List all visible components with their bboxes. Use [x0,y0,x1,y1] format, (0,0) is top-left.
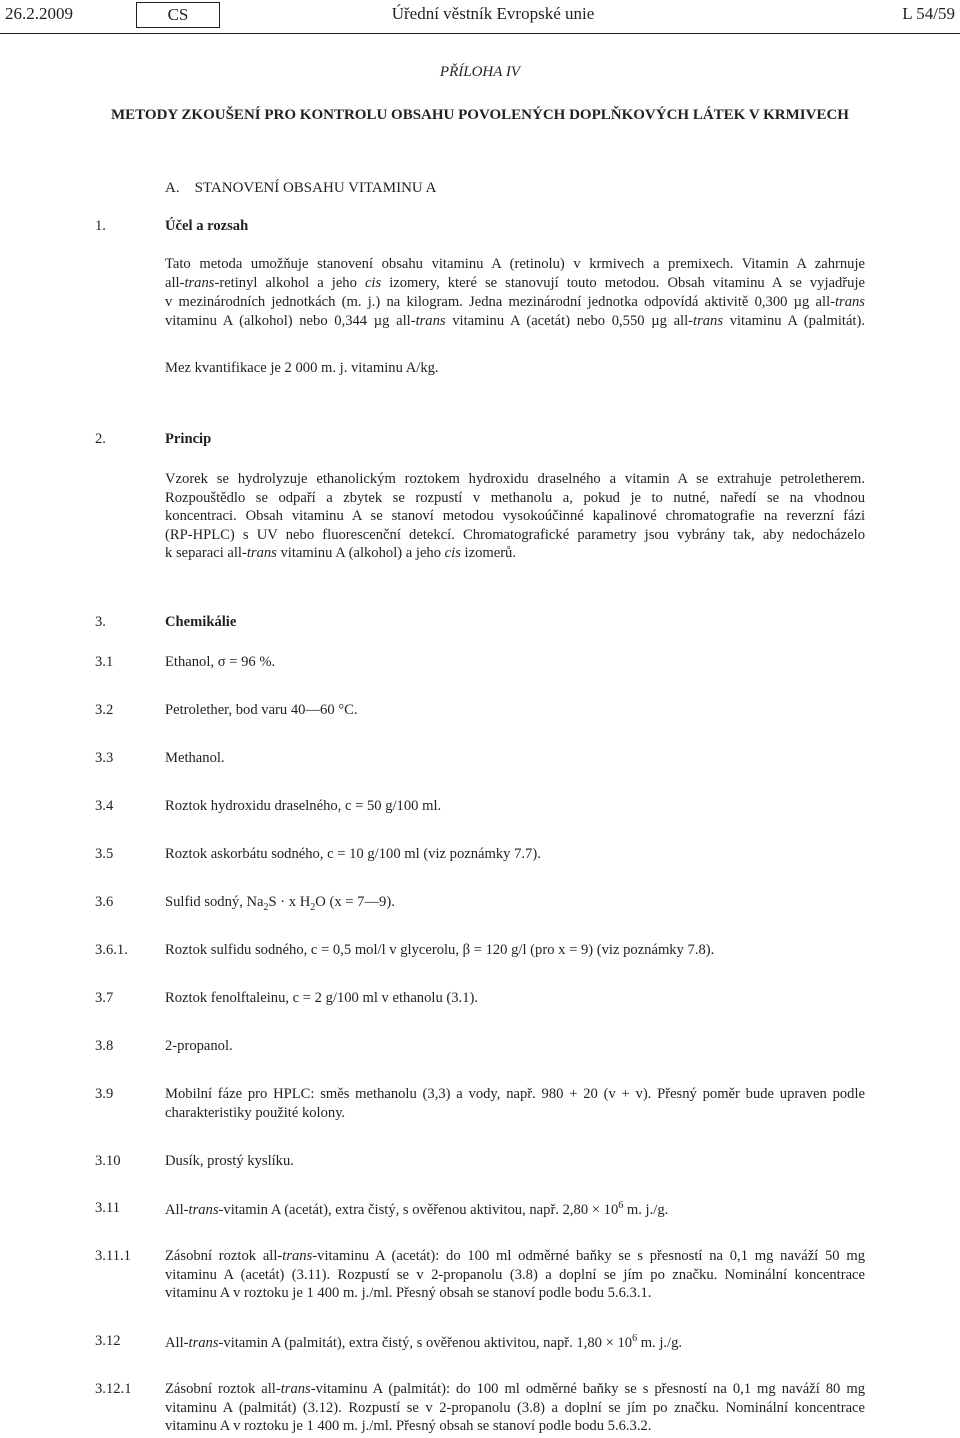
header-divider [0,33,960,34]
s1-line-1: Tato metoda umožňuje stanovení obsahu vitaminu A (retinolu) v krmivech a premixech. Vitamin A zahrnuje [165,256,865,272]
s1-line-3: v mezinárodních jednotkách (m. j.) na kilogram. Jedna mezinárodní jednotka odpovídá aktivitě 0,300 µg all-trans [165,294,865,310]
section-2-paragraph [165,471,865,564]
s2-line-1: Vzorek se hydrolyzuje ethanolickým roztokem hydroxidu draselného a vitamin A se extrahuje petroletherem. [165,471,865,487]
section-1-limit: Mez kvantifikace je 2 000 m. j. vitaminu A/kg. [165,360,439,376]
item-text: Sulfid sodný, $Na_2S \cdot x$ $H_2O$ (x = 7—9). [165,894,395,913]
item-number: 3.2 [95,702,114,718]
item-text: Methanol. [165,750,225,766]
header-page-number: L 54/59 [902,4,955,23]
item-number: 3.3 [95,750,114,766]
item-text: Zásobní roztok all-trans-vitaminu A (acetát): do 100 ml odměrné baňky se s přesností na 0,1 mg naváží 50 mg vitaminu A (acetát) (3.11). Rozpustí se v 2-propanolu (3.8) a doplní se jím po značku. Nominální koncentrace vitaminu A v roztoku je 1 400 m. j./ml. Přesný obsah se stanoví podle bodu 5.6.3.1. [165,1248,865,1302]
section-1-title: Účel a rozsah [165,218,249,234]
item-number: 3.7 [95,990,114,1006]
s2-line-5: k separaci all-trans vitaminu A (alkohol) a jeho cis izomerů. [165,545,517,562]
item-number: 3.4 [95,798,114,814]
item-text: Roztok sulfidu sodného, c = 0,5 mol/l v glycerolu, β = 120 g/l (pro x = 9) (viz poznámky 7.8). [165,942,715,958]
part-heading: STANOVENÍ OBSAHU VITAMINU A [194,180,437,196]
annex-heading: METODY ZKOUŠENÍ PRO KONTROLU OBSAHU POVOLENÝCH DOPLŇKOVÝCH LÁTEK V KRMIVECH [111,107,849,123]
item-text: 2-propanol. [165,1038,233,1054]
section-2-title: Princip [165,431,212,447]
item-number: 3.6 [95,894,114,910]
section-1-number: 1. [95,218,106,234]
item-number: 3.11.1 [95,1248,131,1264]
s1-line-4: vitaminu A (alkohol) nebo 0,344 µg all-trans vitaminu A (acetát) nebo 0,550 µg all-trans vitaminu A (palmitát). [165,313,865,329]
item-text: Dusík, prostý kyslíku. [165,1153,294,1169]
section-2-number: 2. [95,431,106,447]
s2-line-2: Rozpouštědlo se odpaří a zbytek se rozpustí v methanolu a, pokud je to nutné, naředí se na vhodnou [165,489,865,506]
part-title [165,180,437,197]
header-date: 26.2.2009 [5,4,73,23]
item-text: Roztok hydroxidu draselného, c = 50 g/100 ml. [165,798,442,814]
s2-line-3: koncentraci. Obsah vitaminu A se stanoví metodou vysokoúčinné kapalinové chromatografie na reverzní fázi [165,508,865,525]
item-number: 3.11 [95,1200,120,1216]
item-text: All-trans-vitamin A (acetát), extra čistý, s ověřenou aktivitou, např. $2,80 \times 10^6$ m. j./g. [165,1200,669,1218]
annex-title: PŘÍLOHA IV [439,64,521,80]
section-1-paragraph [165,256,865,332]
item-text: Petrolether, bod varu 40—60 °C. [165,702,358,718]
part-label: A. [165,180,180,196]
s1-line-2: all-trans-retinyl alkohol a jeho cis izomery, které se stanovují touto metodou. Obsah vitaminu A se vyjadřuje [165,275,865,291]
item-number: 3.12 [95,1333,121,1349]
item-number: 3.12.1 [95,1381,132,1397]
section-3-title: Chemikálie [165,614,237,630]
item-number: 3.1 [95,654,114,670]
item-text: Zásobní roztok all-trans-vitaminu A (palmitát): do 100 ml odměrné baňky se s přesností na 0,1 mg naváží 80 mg vitaminu A (palmitát) (3.12). Rozpustí se v 2-propanolu (3.8) a doplní se jím po značku. Nominální koncentrace vitaminu A v roztoku je 1 400 m. j./ml. Přesný obsah se stanoví podle bodu 5.6.3.2. [165,1381,865,1435]
item-text: All-trans-vitamin A (palmitát), extra čistý, s ověřenou aktivitou, např. $1,80 \times 10^6$ m. j./g. [165,1333,683,1351]
item-number: 3.5 [95,846,114,862]
item-number: 3.9 [95,1086,114,1102]
section-3-number: 3. [95,614,106,630]
item-text: Mobilní fáze pro HPLC: směs methanolu (3,3) a vody, např. 980 + 20 (v + v). Přesný poměr bude upraven podle charakteristiky použité kolony. [165,1086,865,1121]
item-number: 3.10 [95,1153,121,1169]
item-number: 3.6.1. [95,942,128,958]
item-text: Roztok askorbátu sodného, c = 10 g/100 ml (viz poznámky 7.7). [165,846,541,862]
item-number: 3.8 [95,1038,114,1054]
header-language-box: CS [136,2,220,28]
header-journal-title: Úřední věstník Evropské unie [391,4,595,23]
item-text: Roztok fenolftaleinu, c = 2 g/100 ml v ethanolu (3.1). [165,990,479,1006]
s2-line-4: (RP-HPLC) s UV nebo fluorescenční detekcí. Chromatografické parametry jsou vybrány tak, aby nedocházelo [165,526,865,543]
item-text: Ethanol, σ = 96 %. [165,654,276,670]
